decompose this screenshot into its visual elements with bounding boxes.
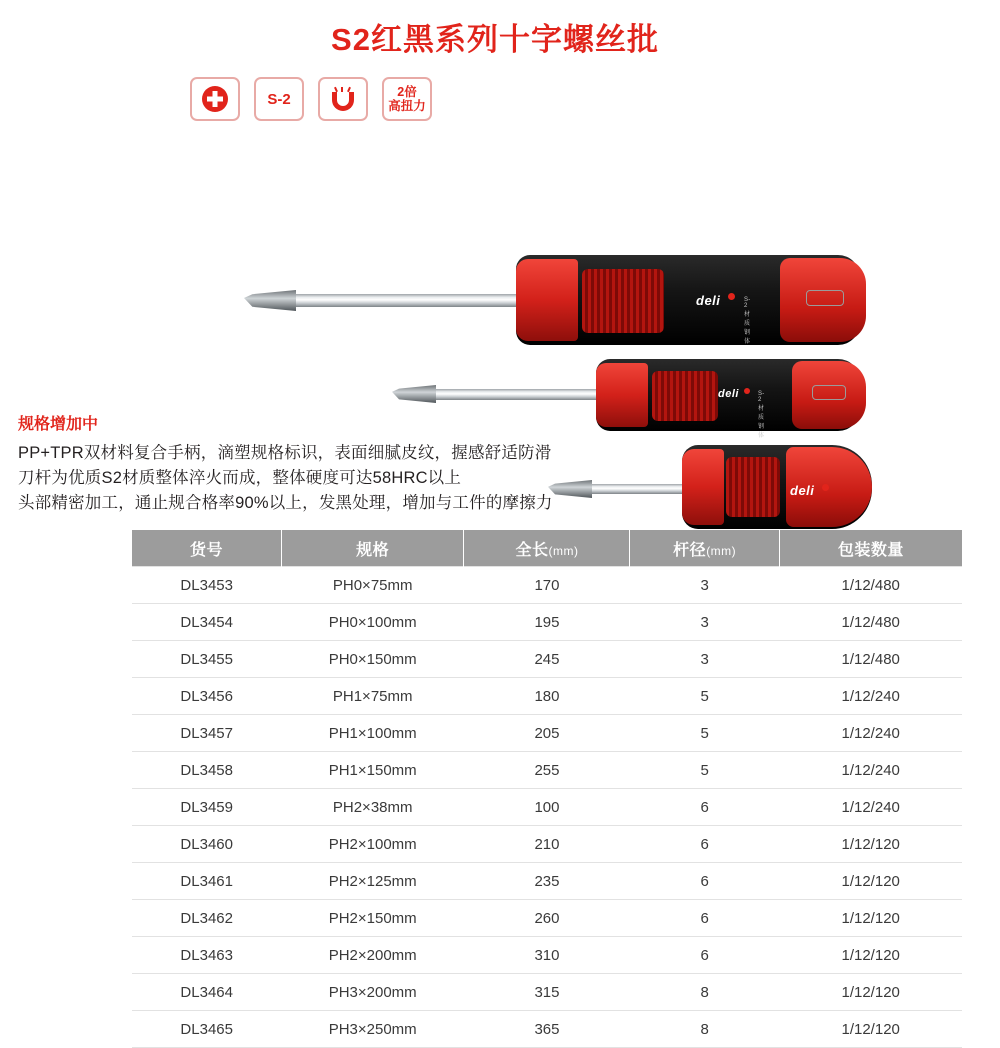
table-row <box>132 974 962 1011</box>
brand-logo-medium: deli <box>718 388 739 400</box>
feature-badge-row <box>190 77 1000 121</box>
cell-length: 245 <box>464 641 630 678</box>
cell-packing: 1/12/120 <box>779 937 962 974</box>
cell-packing: 1/12/480 <box>779 641 962 678</box>
cell-diameter: 8 <box>630 974 779 1011</box>
magnet-body <box>332 92 354 111</box>
column-header-diameter-unit: (mm) <box>706 543 737 558</box>
cell-item-no: DL3463 <box>132 937 281 974</box>
cell-packing: 1/12/480 <box>779 604 962 641</box>
shaft-small <box>588 484 688 494</box>
cell-diameter: 6 <box>630 900 779 937</box>
cell-item-no: DL3459 <box>132 789 281 826</box>
brand-logo-small: deli <box>790 483 815 498</box>
table-row <box>132 752 962 789</box>
specification-table <box>132 530 962 1048</box>
column-header-length <box>464 530 630 567</box>
cell-length: 180 <box>464 678 630 715</box>
brand-dot-large <box>728 293 735 300</box>
badge-material <box>254 77 304 121</box>
handle-collar-small <box>682 449 724 525</box>
cell-spec: PH2×200mm <box>281 937 464 974</box>
cell-packing: 1/12/120 <box>779 974 962 1011</box>
cell-length: 100 <box>464 789 630 826</box>
cell-item-no: DL3458 <box>132 752 281 789</box>
cell-length: 255 <box>464 752 630 789</box>
phillips-tip-large <box>244 290 296 311</box>
spec-label-medium: S-2材质钢体 <box>758 391 765 439</box>
table-row <box>132 1011 962 1048</box>
cell-spec: PH0×150mm <box>281 641 464 678</box>
magnet-icon <box>332 87 354 111</box>
cell-item-no: DL3453 <box>132 567 281 604</box>
cell-diameter: 6 <box>630 937 779 974</box>
table-body <box>132 567 962 1048</box>
table-row <box>132 678 962 715</box>
badge-torque-line2: 高扭力 <box>388 99 426 113</box>
column-header-item-no <box>132 530 281 567</box>
cell-spec: PH2×38mm <box>281 789 464 826</box>
cell-item-no: DL3457 <box>132 715 281 752</box>
cell-item-no: DL3454 <box>132 604 281 641</box>
handle-grip-large <box>582 269 664 333</box>
description-line-3: 头部精密加工，通止规合格率90%以上，发黑处理，增加与工件的摩擦力 <box>18 494 553 512</box>
table-row <box>132 863 962 900</box>
cell-diameter: 3 <box>630 604 779 641</box>
cell-diameter: 5 <box>630 678 779 715</box>
cell-item-no: DL3455 <box>132 641 281 678</box>
phillips-tip-medium <box>392 385 436 403</box>
cell-length: 235 <box>464 863 630 900</box>
cell-spec: PH1×150mm <box>281 752 464 789</box>
table-row <box>132 900 962 937</box>
cell-length: 170 <box>464 567 630 604</box>
cell-length: 205 <box>464 715 630 752</box>
cell-packing: 1/12/240 <box>779 789 962 826</box>
cell-spec: PH2×150mm <box>281 900 464 937</box>
cell-packing: 1/12/120 <box>779 863 962 900</box>
spec-box-large <box>806 290 844 306</box>
cell-item-no: DL3462 <box>132 900 281 937</box>
table-row <box>132 715 962 752</box>
brand-logo-large: deli <box>696 293 721 308</box>
cell-diameter: 6 <box>630 789 779 826</box>
cell-diameter: 3 <box>630 567 779 604</box>
table-row <box>132 604 962 641</box>
cell-length: 365 <box>464 1011 630 1048</box>
cell-packing: 1/12/480 <box>779 567 962 604</box>
cell-packing: 1/12/120 <box>779 1011 962 1048</box>
cell-spec: PH0×75mm <box>281 567 464 604</box>
page-title: S2红黑系列十字螺丝批 <box>331 22 659 57</box>
cell-packing: 1/12/240 <box>779 752 962 789</box>
description-line-1: PP+TPR双材料复合手柄，滴塑规格标识，表面细腻皮纹，握感舒适防滑 <box>18 444 552 462</box>
cell-item-no: DL3464 <box>132 974 281 1011</box>
table-header-row <box>132 530 962 567</box>
cell-packing: 1/12/240 <box>779 678 962 715</box>
column-header-packing-text: 包装数量 <box>837 541 904 559</box>
cell-diameter: 5 <box>630 752 779 789</box>
column-header-item-no-text: 货号 <box>189 541 223 559</box>
cell-length: 315 <box>464 974 630 1011</box>
cell-length: 260 <box>464 900 630 937</box>
table-row <box>132 641 962 678</box>
brand-dot-small <box>822 484 829 491</box>
cell-item-no: DL3465 <box>132 1011 281 1048</box>
badge-magnetic <box>318 77 368 121</box>
cell-packing: 1/12/120 <box>779 826 962 863</box>
column-header-diameter <box>630 530 779 567</box>
cell-spec: PH1×100mm <box>281 715 464 752</box>
badge-torque-line1: 2倍 <box>397 85 417 99</box>
handle-collar-medium <box>596 363 648 427</box>
phillips-head-icon <box>202 86 228 112</box>
column-header-spec <box>281 530 464 567</box>
table-row <box>132 937 962 974</box>
column-header-packing <box>779 530 962 567</box>
handle-collar-large <box>516 259 578 341</box>
table-row <box>132 826 962 863</box>
table-row <box>132 567 962 604</box>
description-line-2: 刀杆为优质S2材质整体淬火而成，整体硬度可达58HRC以上 <box>18 469 462 487</box>
column-header-length-text: 全长 <box>515 541 549 559</box>
cell-spec: PH3×250mm <box>281 1011 464 1048</box>
cell-spec: PH3×200mm <box>281 974 464 1011</box>
shaft-medium <box>432 389 602 400</box>
cell-item-no: DL3460 <box>132 826 281 863</box>
cell-item-no: DL3456 <box>132 678 281 715</box>
column-header-diameter-text: 杆径 <box>673 541 707 559</box>
cell-spec: PH2×100mm <box>281 826 464 863</box>
cell-packing: 1/12/240 <box>779 715 962 752</box>
spec-label-large: S-2材质钢体 <box>744 297 751 345</box>
cell-diameter: 6 <box>630 863 779 900</box>
cell-diameter: 3 <box>630 641 779 678</box>
cell-diameter: 8 <box>630 1011 779 1048</box>
cell-packing: 1/12/120 <box>779 900 962 937</box>
shaft-large <box>292 294 522 307</box>
column-header-length-unit: (mm) <box>548 543 579 558</box>
cell-diameter: 5 <box>630 715 779 752</box>
cell-length: 195 <box>464 604 630 641</box>
spec-box-medium <box>812 385 846 400</box>
brand-dot-medium <box>744 388 750 394</box>
table-row <box>132 789 962 826</box>
cell-spec: PH1×75mm <box>281 678 464 715</box>
cell-length: 310 <box>464 937 630 974</box>
description-heading: 规格增加中 <box>18 416 99 433</box>
cell-spec: PH2×125mm <box>281 863 464 900</box>
badge-torque <box>382 77 432 121</box>
column-header-spec-text: 规格 <box>356 541 390 559</box>
cell-item-no: DL3461 <box>132 863 281 900</box>
badge-material-label: S-2 <box>267 90 291 108</box>
cell-diameter: 6 <box>630 826 779 863</box>
cell-length: 210 <box>464 826 630 863</box>
handle-grip-small <box>726 457 780 517</box>
badge-torque-label <box>388 85 426 113</box>
cell-spec: PH0×100mm <box>281 604 464 641</box>
badge-phillips <box>190 77 240 121</box>
handle-grip-medium <box>652 371 718 421</box>
